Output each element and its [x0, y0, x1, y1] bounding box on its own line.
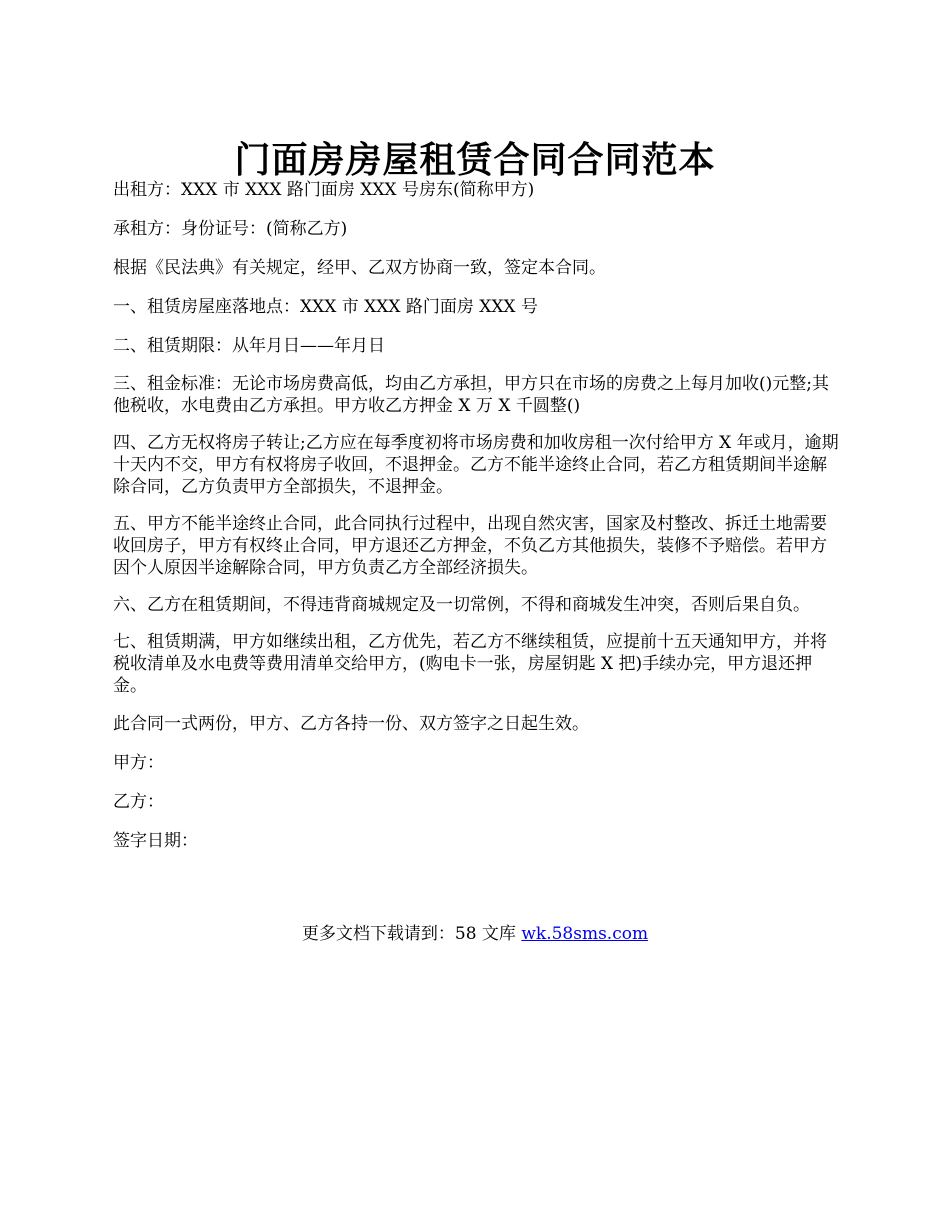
paragraph-clause-2: 二、租赁期限：从年月日——年月日 — [113, 336, 385, 356]
signature-date: 签字日期： — [113, 831, 198, 851]
paragraph-clause-6: 六、乙方在租赁期间，不得违背商城规定及一切常例，不得和商城发生冲突，否则后果自负。 — [113, 595, 810, 615]
paragraph-clause-4: 四、乙方无权将房子转让;乙方应在每季度初将市场房费和加收房租一次付给甲方 X 年或月，逾期十天内不交，甲方有权将房子收回，不退押金。乙方不能半途终止合同，若乙方租赁期间半途解除合同，乙方负责甲方全部损失，不退押金。 — [113, 433, 839, 497]
signature-party-b: 乙方： — [113, 792, 164, 812]
document-title: 门面房房屋租赁合同合同范本 — [234, 139, 716, 182]
paragraph-basis: 根据《民法典》有关规定，经甲、乙双方协商一致，签定本合同。 — [113, 258, 606, 278]
footer-text: 更多文档下载请到：58 文库 — [301, 924, 522, 944]
paragraph-effective: 此合同一式两份，甲方、乙方各持一份、双方签字之日起生效。 — [113, 714, 589, 734]
signature-party-a: 甲方： — [113, 753, 164, 773]
paragraph-clause-5: 五、甲方不能半途终止合同，此合同执行过程中，出现自然灾害，国家及村整改、拆迁土地需要收回房子，甲方有权终止合同，甲方退还乙方押金，不负乙方其他损失，装修不予赔偿。若甲方因个人原因半途解除合同，甲方负责乙方全部经济损失。 — [113, 514, 827, 578]
footer — [0, 921, 950, 947]
footer-link[interactable]: wk.58sms.com — [521, 924, 649, 944]
paragraph-clause-7: 七、租赁期满，甲方如继续出租，乙方优先，若乙方不继续租赁，应提前十五天通知甲方，并将税收清单及水电费等费用清单交给甲方，(购电卡一张，房屋钥匙 X 把)手续办完，甲方退还押金。 — [113, 632, 827, 696]
document-body — [113, 178, 843, 868]
paragraph-lessor: 出租方：XXX 市 XXX 路门面房 XXX 号房东(简称甲方) — [113, 180, 535, 200]
paragraph-clause-3: 三、租金标准：无论市场房费高低，均由乙方承担，甲方只在市场的房费之上每月加收()元整;其他税收，水电费由乙方承担。甲方收乙方押金 X 万 X 千圆整() — [113, 374, 829, 416]
paragraph-lessee: 承租方：身份证号：(简称乙方) — [113, 219, 348, 239]
paragraph-clause-1: 一、租赁房屋座落地点：XXX 市 XXX 路门面房 XXX 号 — [113, 297, 538, 317]
